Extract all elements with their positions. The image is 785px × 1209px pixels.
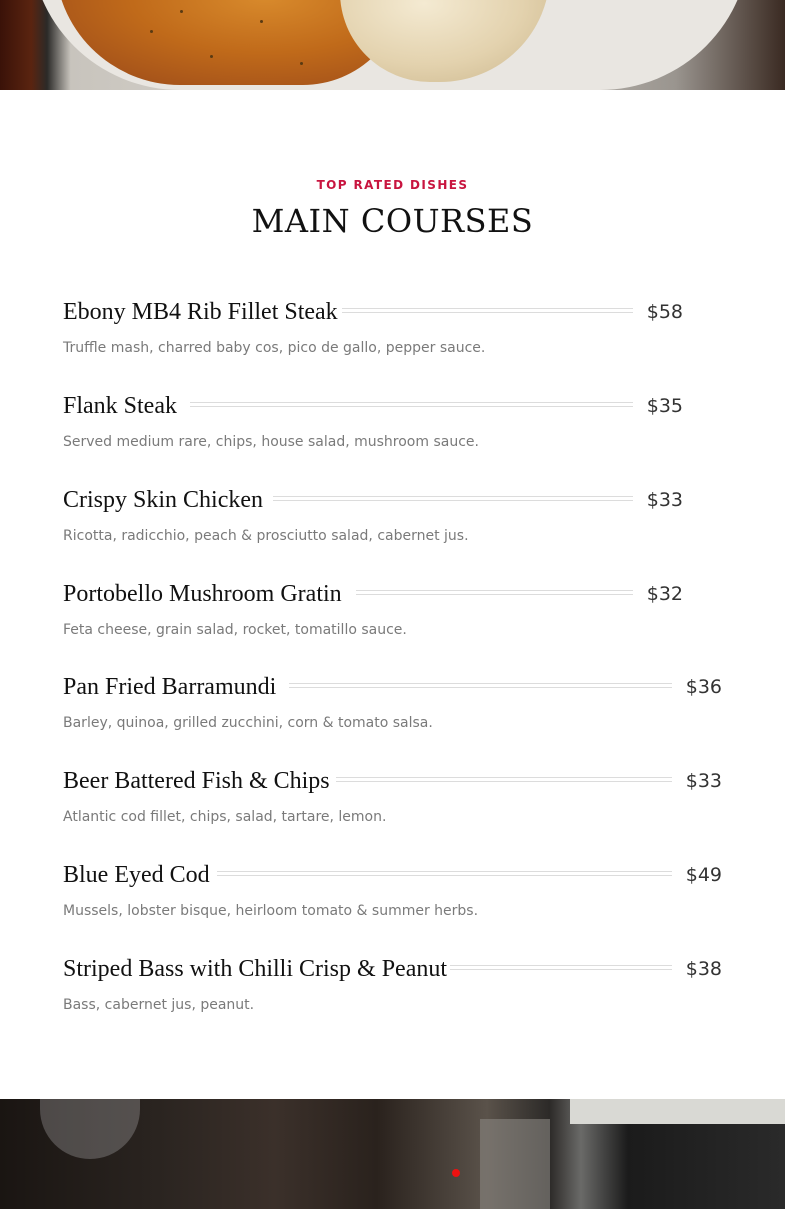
- dotted-leader-line: [217, 871, 672, 876]
- menu-item: [63, 672, 722, 742]
- menu-item-name: Blue Eyed Cod: [63, 862, 210, 888]
- menu-item-header: [63, 860, 722, 890]
- menu-item-price: $33: [646, 489, 683, 511]
- menu-item-description: Atlantic cod fillet, chips, salad, tartare, lemon.: [63, 809, 387, 825]
- dotted-leader-line: [273, 496, 633, 501]
- main-courses-section: [0, 90, 785, 1099]
- menu-item-header: [63, 485, 683, 515]
- menu-item-description: Bass, cabernet jus, peanut.: [63, 997, 255, 1013]
- menu-item: [63, 860, 722, 930]
- menu-item: [63, 297, 683, 367]
- menu-item-price: $35: [646, 395, 683, 417]
- menu-item: [63, 485, 683, 555]
- menu-item-name: Crispy Skin Chicken: [63, 487, 264, 513]
- dotted-leader-line: [289, 683, 672, 688]
- menu-item-description: Mussels, lobster bisque, heirloom tomato & summer herbs.: [63, 903, 479, 919]
- bottle-shape: [480, 1119, 550, 1209]
- menu-item-price: $38: [685, 958, 722, 980]
- menu-item: [63, 579, 683, 649]
- pepper-speck: [180, 10, 183, 13]
- pepper-speck: [150, 30, 153, 33]
- dotted-leader-line: [190, 402, 633, 407]
- menu-item: [63, 766, 722, 836]
- menu-item-price: $58: [646, 301, 683, 323]
- hero-restaurant-image-bottom: [0, 1099, 785, 1209]
- menu-item-description: Barley, quinoa, grilled zucchini, corn & tomato salsa.: [63, 715, 433, 731]
- menu-item-header: [63, 579, 683, 609]
- dotted-leader-line: [336, 777, 672, 782]
- menu-item-price: $33: [685, 770, 722, 792]
- menu-item-name: Flank Steak: [63, 393, 177, 419]
- menu-item-price: $32: [646, 583, 683, 605]
- menu-item-name: Beer Battered Fish & Chips: [63, 768, 330, 794]
- menu-item-header: [63, 297, 683, 327]
- menu-item: [63, 954, 722, 1024]
- menu-item-name: Ebony MB4 Rib Fillet Steak: [63, 299, 338, 325]
- menu-item-description: Feta cheese, grain salad, rocket, tomatillo sauce.: [63, 622, 407, 638]
- dotted-leader-line: [342, 308, 633, 313]
- red-light-dot: [452, 1169, 460, 1177]
- dotted-leader-line: [450, 965, 672, 970]
- section-title: MAIN COURSES: [251, 202, 534, 240]
- section-eyebrow: TOP RATED DISHES: [316, 178, 469, 192]
- menu-item-description: Ricotta, radicchio, peach & prosciutto salad, cabernet jus.: [63, 528, 469, 544]
- glass-shape: [40, 1099, 140, 1159]
- menu-item-description: Served medium rare, chips, house salad, mushroom sauce.: [63, 434, 479, 450]
- menu-item-name: Portobello Mushroom Gratin: [63, 581, 342, 607]
- menu-item-name: Pan Fried Barramundi: [63, 674, 277, 700]
- menu-item-description: Truffle mash, charred baby cos, pico de gallo, pepper sauce.: [63, 340, 486, 356]
- pepper-speck: [210, 55, 213, 58]
- pepper-speck: [300, 62, 303, 65]
- dotted-leader-line: [356, 590, 633, 595]
- menu-item-header: [63, 954, 722, 984]
- window-shape: [570, 1099, 785, 1124]
- hero-food-image-top: [0, 0, 785, 90]
- menu-item-name: Striped Bass with Chilli Crisp & Peanut: [63, 956, 448, 982]
- pepper-speck: [260, 20, 263, 23]
- menu-item-header: [63, 672, 722, 702]
- menu-item-header: [63, 766, 722, 796]
- menu-item-price: $36: [685, 676, 722, 698]
- menu-item-header: [63, 391, 683, 421]
- menu-item: [63, 391, 683, 461]
- menu-item-price: $49: [685, 864, 722, 886]
